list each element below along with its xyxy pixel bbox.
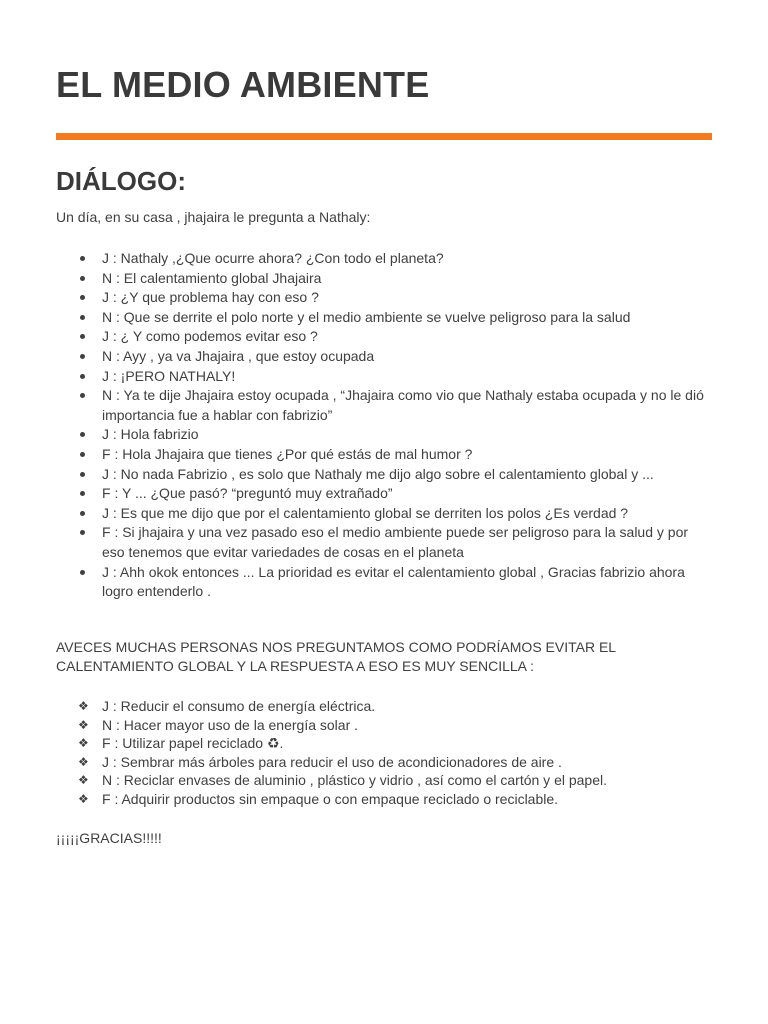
- dialogue-line: J : ¿Y que problema hay con eso ?: [56, 288, 712, 308]
- dialogue-line: F : Y ... ¿Que pasó? “preguntó muy extrañado”: [56, 484, 712, 504]
- dialogue-line: N : El calentamiento global Jhajaira: [56, 269, 712, 289]
- closing-paragraph: AVECES MUCHAS PERSONAS NOS PREGUNTAMOS COMO PODRÍAMOS EVITAR EL CALENTAMIENTO GLOBAL Y LA RESPUESTA A ESO ES MUY SENCILLA :: [56, 639, 616, 674]
- dialogue-line: N : Ya te dije Jhajaira estoy ocupada , “Jhajaira como vio que Nathaly estaba ocupada y no le dió importancia fue a hablar con fabrizio”: [56, 386, 712, 425]
- tip-item: [56, 753, 712, 772]
- dialogue-line: J : No nada Fabrizio , es solo que Nathaly me dijo algo sobre el calentamiento global y ...: [56, 465, 712, 485]
- dialogue-line: N : Que se derrite el polo norte y el medio ambiente se vuelve peligroso para la salud: [56, 308, 712, 328]
- dialogue-line: J : Nathaly ,¿Que ocurre ahora? ¿Con todo el planeta?: [56, 249, 712, 269]
- four-diamond-icon: ❖: [78, 736, 89, 751]
- dialogue-line: F : Si jhajaira y una vez pasado eso el medio ambiente puede ser peligroso para la salud y por eso tenemos que evitar variedades de cosas en el planeta: [56, 523, 712, 562]
- tip-item: [56, 697, 712, 716]
- tip-text: N : Hacer mayor uso de la energía solar .: [102, 716, 359, 733]
- document-title: EL MEDIO AMBIENTE: [56, 64, 430, 105]
- tip-item: [56, 734, 712, 753]
- tips-list: [56, 697, 712, 809]
- thanks-text: ¡¡¡¡¡GRACIAS!!!!!: [56, 830, 162, 846]
- four-diamond-icon: ❖: [78, 791, 89, 806]
- tip-text: N : Reciclar envases de aluminio , plástico y vidrio , así como el cartón y el papel.: [102, 772, 608, 789]
- four-diamond-icon: ❖: [78, 699, 89, 713]
- dialogue-line: F : Hola Jhajaira que tienes ¿Por qué estás de mal humor ?: [56, 445, 712, 465]
- title-accent-rule: [56, 133, 712, 140]
- dialogue-line: J : Ahh okok entonces ... La prioridad es evitar el calentamiento global , Gracias fabrizio ahora logro entenderlo .: [56, 563, 712, 602]
- dialogue-line: J : Es que me dijo que por el calentamiento global se derriten los polos ¿Es verdad ?: [56, 504, 712, 524]
- tip-item: [56, 790, 712, 809]
- dialogue-list: [56, 249, 712, 602]
- tip-item: [56, 771, 712, 790]
- section-heading: DIÁLOGO:: [56, 166, 186, 196]
- dialogue-line: J : ¿ Y como podemos evitar eso ?: [56, 327, 712, 347]
- dialogue-line: J : ¡PERO NATHALY!: [56, 367, 712, 387]
- tip-text: F : Adquirir productos sin empaque o con empaque reciclado o reciclable.: [102, 790, 559, 807]
- intro-text: Un día, en su casa , jhajaira le pregunta a Nathaly:: [56, 209, 371, 225]
- dialogue-line: J : Hola fabrizio: [56, 425, 712, 445]
- tip-text: J : Reducir el consumo de energía eléctrica.: [102, 698, 376, 714]
- tip-text: J : Sembrar más árboles para reducir el uso de acondicionadores de aire .: [102, 753, 562, 770]
- four-diamond-icon: ❖: [78, 754, 89, 769]
- tip-text: F : Utilizar papel reciclado ♻.: [102, 735, 284, 752]
- tip-item: [56, 716, 712, 735]
- dialogue-line: N : Ayy , ya va Jhajaira , que estoy ocupada: [56, 347, 712, 367]
- four-diamond-icon: ❖: [78, 717, 89, 732]
- four-diamond-icon: ❖: [78, 773, 89, 788]
